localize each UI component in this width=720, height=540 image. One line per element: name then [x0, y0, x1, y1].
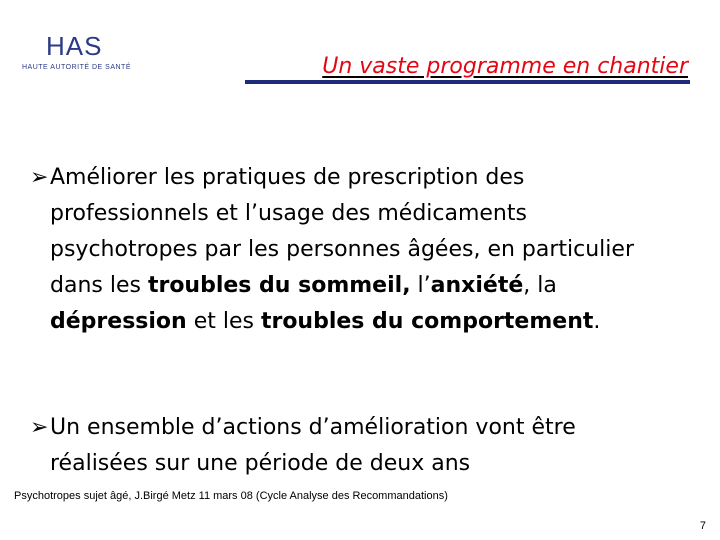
bullet-1-seg2: l’: [410, 273, 431, 298]
arrow-bullet-icon: ➢: [30, 415, 49, 440]
logo-wordmark: HAS: [46, 31, 103, 61]
arrow-bullet-icon: ➢: [30, 165, 49, 190]
bullet-1-seg3: , la: [523, 273, 557, 298]
bullet-text-2: Un ensemble d’actions d’amélioration vont être réalisées sur une période de deux ans: [50, 415, 576, 476]
slide-title: Un vaste programme en chantier: [322, 54, 688, 79]
has-logo: [22, 32, 134, 76]
bullet-1-seg4: et les: [186, 309, 261, 334]
page-number: 7: [699, 520, 706, 532]
bullet-1-seg1: Améliorer les pratiques de prescription des professionnels et l’usage des médicaments psychotropes par les personnes âgées, en particulier dans les: [50, 165, 634, 298]
bullet-1-bold3: dépression: [50, 309, 187, 334]
title-rule: [245, 80, 690, 84]
logo-tagline: HAUTE AUTORITÉ DE SANTÉ: [22, 64, 131, 71]
bullet-text-1: [50, 160, 670, 340]
footer-citation: Psychotropes sujet âgé, J.Birgé Metz 11 mars 08 (Cycle Analyse des Recommandations): [14, 490, 448, 502]
bullet-1-bold2: anxiété: [430, 273, 524, 298]
bullet-1-bold4: troubles du comportement: [260, 309, 594, 334]
bullet-item-1: [30, 160, 670, 340]
bullet-1-seg5: .: [593, 309, 601, 334]
bullet-1-bold1: troubles du sommeil,: [147, 273, 411, 298]
bullet-item-2: [30, 410, 670, 482]
